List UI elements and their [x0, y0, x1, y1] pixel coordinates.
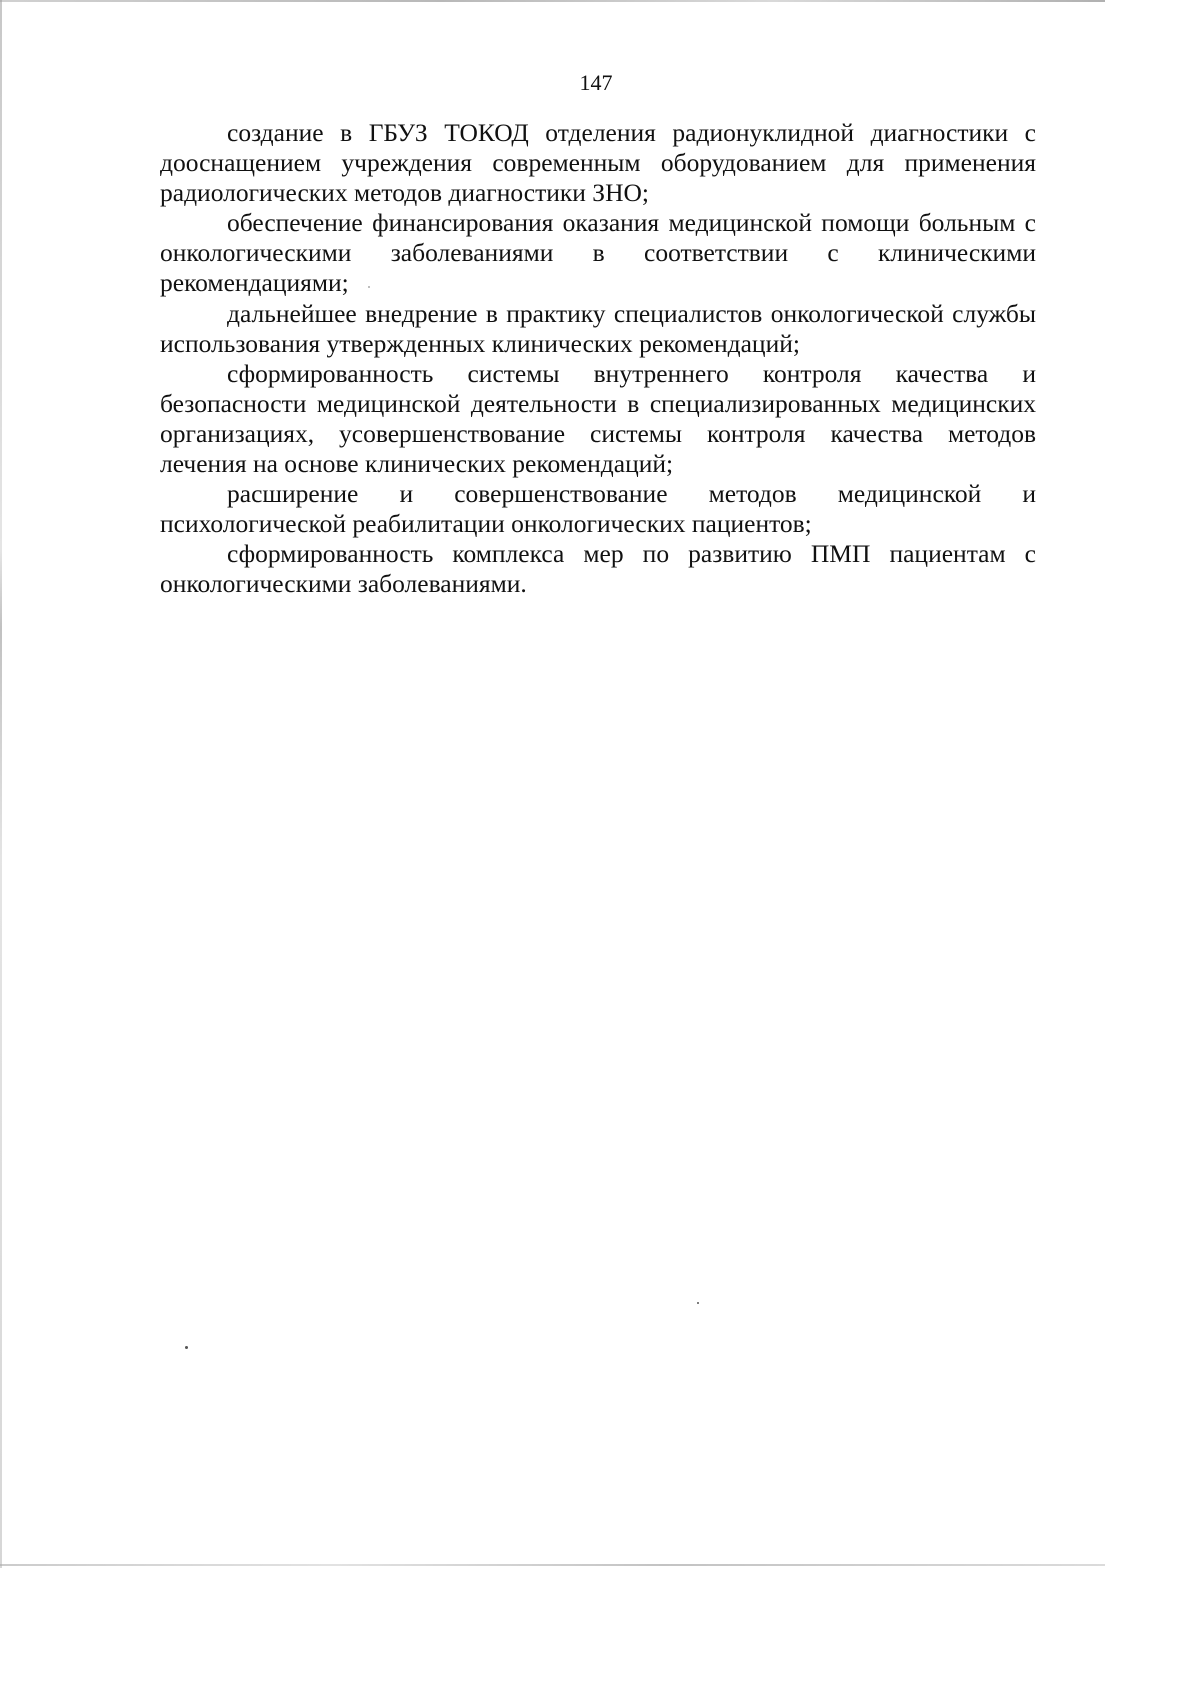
scan-speck [368, 286, 370, 288]
paragraph: расширение и совершенствование методов медицинской и психологической реабилитации онкологических пациентов; [160, 479, 1036, 539]
scan-edge-bottom [0, 1564, 1105, 1566]
paragraph: обеспечение финансирования оказания медицинской помощи больным с онкологическими заболеваниями в соответствии с клиническими рекомендациями; [160, 208, 1036, 298]
paragraph: сформированность системы внутреннего контроля качества и безопасности медицинской деятельности в специализированных медицинских организациях, усовершенствование системы контроля качества методов лечения на основе клинических рекомендаций; [160, 358, 1036, 479]
scan-speck [185, 1346, 188, 1349]
body-text [160, 118, 1036, 600]
paragraph: создание в ГБУЗ ТОКОД отделения радионуклидной диагностики с дооснащением учреждения современным оборудованием для применения радиологических методов диагностики ЗНО; [160, 118, 1036, 208]
page-number: 147 [579, 70, 613, 95]
scan-edge-top [0, 0, 1105, 2]
scan-edge-left [0, 0, 2, 1568]
paragraph: сформированность комплекса мер по развитию ПМП пациентам с онкологическими заболеваниями. [160, 539, 1036, 599]
scan-speck [697, 1302, 699, 1304]
paragraph: дальнейшее внедрение в практику специалистов онкологической службы использования утвержденных клинических рекомендаций; [160, 298, 1036, 358]
